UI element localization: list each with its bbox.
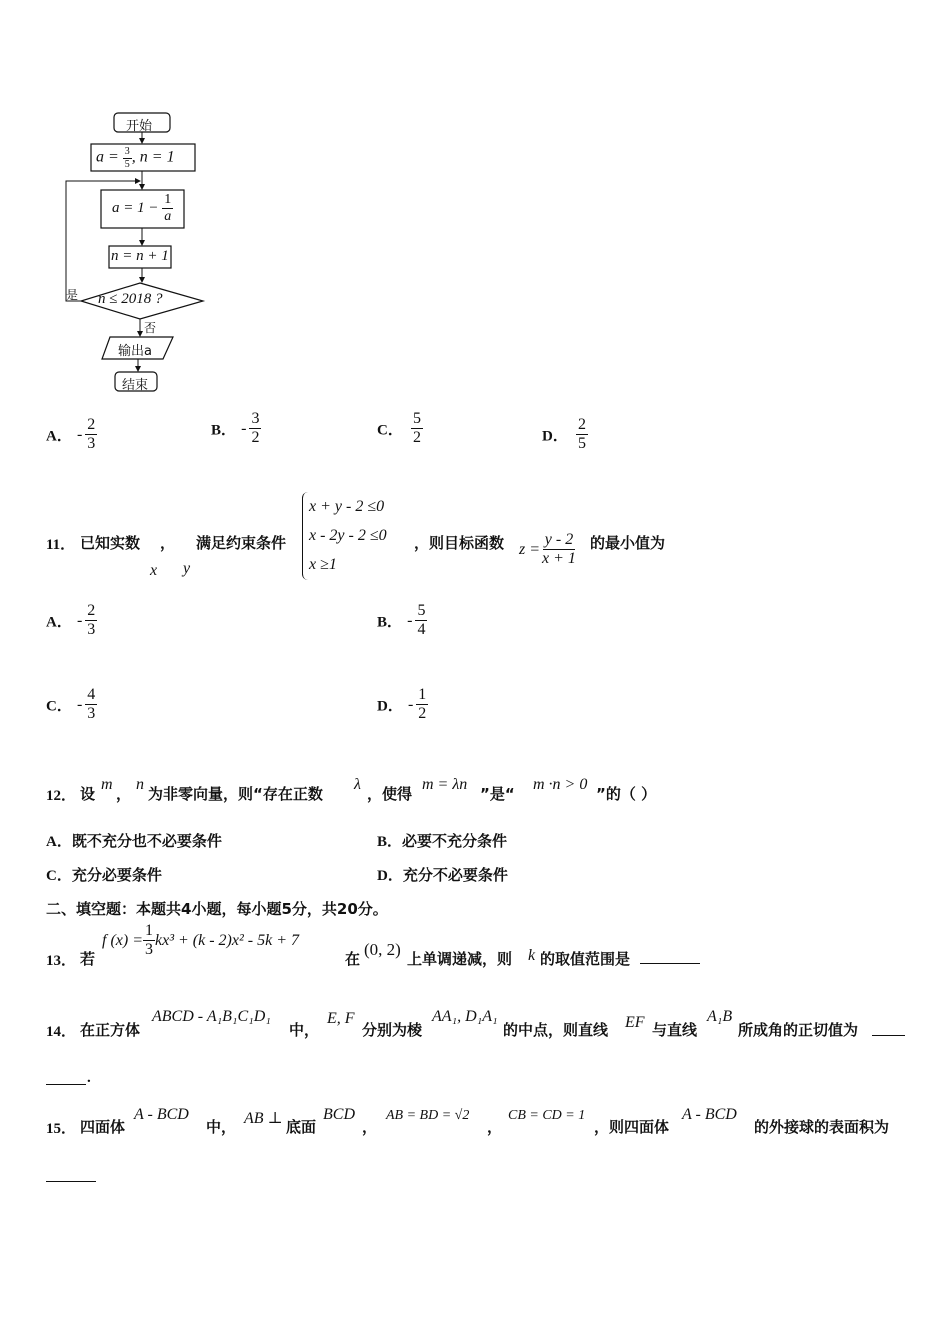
q14-t5: 与直线 bbox=[652, 1021, 698, 1039]
q15-t3: 底面 bbox=[286, 1118, 317, 1136]
q10-option-b-num: 3 bbox=[249, 410, 261, 429]
flow-step2-label: n = n + 1 bbox=[111, 248, 169, 264]
q12-option-a[interactable] bbox=[46, 830, 222, 851]
q12-lambda: λ bbox=[354, 776, 361, 793]
q11-option-a-label: A． bbox=[46, 614, 72, 631]
q11-option-d-den: 2 bbox=[418, 705, 427, 723]
q12-m: m bbox=[101, 776, 113, 793]
q13-t2: 在 bbox=[345, 950, 361, 968]
q10-option-a-sign: - bbox=[76, 425, 83, 443]
q15-perp: AB ⊥ bbox=[244, 1110, 283, 1127]
q11-text4: 的最小值为 bbox=[590, 534, 666, 552]
q13-interval: (0, 2) bbox=[364, 940, 401, 959]
q14-answer-blank-2[interactable] bbox=[46, 1084, 86, 1085]
q13-f-num: 1 bbox=[143, 922, 155, 941]
flowchart bbox=[60, 108, 220, 398]
q12-c1: ， bbox=[116, 785, 132, 803]
q11-option-d[interactable] bbox=[377, 686, 428, 724]
q10-option-b-frac bbox=[249, 410, 261, 448]
q10-option-b[interactable] bbox=[211, 410, 261, 448]
q11-text1: 已知实数 bbox=[80, 534, 141, 552]
q15-number: 15． bbox=[46, 1121, 77, 1137]
q11-option-d-num: 1 bbox=[416, 686, 428, 705]
q10-option-d-label: D． bbox=[542, 428, 568, 445]
q15-base: BCD bbox=[323, 1106, 355, 1123]
q12-option-b[interactable] bbox=[377, 830, 507, 851]
q11-option-a-sign: - bbox=[76, 611, 83, 629]
q15-c2: ， bbox=[487, 1118, 503, 1136]
q12-option-c-text: 充分必要条件 bbox=[71, 866, 162, 884]
flow-start-label: 开始 bbox=[126, 119, 153, 134]
q11-z-num: y - 2 bbox=[543, 531, 575, 550]
q11-option-b-num: 5 bbox=[415, 602, 427, 621]
q10-option-c-label: C． bbox=[377, 422, 403, 439]
q11-option-d-frac bbox=[416, 686, 428, 724]
q13-function bbox=[102, 922, 299, 960]
q12-option-d-label: D． bbox=[377, 868, 403, 884]
flow-step1-label bbox=[112, 192, 173, 225]
q11-number: 11． bbox=[46, 537, 76, 553]
q11-option-a-num: 2 bbox=[85, 602, 97, 621]
flow-init-label bbox=[96, 146, 175, 170]
q15-t4: ，则四面体 bbox=[594, 1118, 670, 1136]
flow-init-n: , n = 1 bbox=[131, 148, 175, 166]
q12-option-c-label: C． bbox=[46, 868, 72, 884]
q13-t4: 的取值范围是 bbox=[540, 950, 631, 968]
q10-option-c[interactable] bbox=[377, 410, 423, 448]
q15-answer-blank[interactable] bbox=[46, 1181, 96, 1182]
q10-option-b-den: 2 bbox=[251, 429, 260, 447]
q14-t3: 分别为棱 bbox=[362, 1021, 423, 1039]
q12-option-c[interactable] bbox=[46, 864, 162, 885]
q12-option-d-text: 充分不必要条件 bbox=[402, 866, 508, 884]
q15-c1: ， bbox=[362, 1118, 378, 1136]
q14-t6: 所成角的正切值为 bbox=[738, 1021, 859, 1039]
q10-option-c-den: 2 bbox=[412, 429, 421, 447]
q11-z-frac bbox=[540, 531, 578, 569]
q13-f-lhs: f (x) = bbox=[102, 931, 143, 949]
q12-t5: ”的（ ） bbox=[596, 785, 657, 803]
q11-z-lhs: z = bbox=[519, 540, 541, 558]
q12-t1: 设 bbox=[80, 785, 96, 803]
q11-option-c-label: C． bbox=[46, 698, 72, 715]
q15-tet: A - BCD bbox=[134, 1106, 189, 1123]
q12-option-d[interactable] bbox=[377, 864, 508, 885]
q11-option-b-den: 4 bbox=[417, 621, 426, 639]
q11-var-x: x bbox=[150, 562, 158, 579]
q14-t2: 中， bbox=[289, 1021, 320, 1039]
q10-option-d-num: 2 bbox=[576, 416, 588, 435]
flow-no-label: 否 bbox=[144, 321, 157, 335]
q15-lens2: CB = CD = 1 bbox=[508, 1108, 586, 1123]
q11-constraint-2: x - 2y - 2 ≤0 bbox=[309, 527, 387, 544]
q10-option-d-frac bbox=[576, 416, 588, 454]
flow-init-frac-den: 5 bbox=[124, 158, 130, 170]
q11-option-b[interactable] bbox=[377, 602, 427, 640]
flow-step1-lhs: a = 1 − bbox=[112, 200, 163, 217]
q15-tet2: A - BCD bbox=[682, 1106, 737, 1123]
q14-answer-blank-1[interactable] bbox=[872, 1035, 905, 1036]
q14-t1: 在正方体 bbox=[80, 1021, 141, 1039]
q11-constraint-system bbox=[302, 492, 387, 580]
q10-option-a-label: A． bbox=[46, 428, 72, 445]
q12-ineq: m ·n > 0 bbox=[533, 776, 588, 793]
q13-answer-blank[interactable] bbox=[640, 963, 700, 964]
q11-option-c-sign: - bbox=[76, 695, 83, 713]
q14-t4: 的中点，则直线 bbox=[503, 1021, 609, 1039]
q10-option-a-num: 2 bbox=[85, 416, 97, 435]
q14-cube: ABCD - A₁B₁C₁D₁ bbox=[152, 1008, 271, 1025]
q13-number: 13． bbox=[46, 953, 77, 969]
q11-constraint-3: x ≥1 bbox=[309, 556, 337, 573]
flow-step1-num: 1 bbox=[162, 192, 173, 209]
q12-number: 12． bbox=[46, 788, 77, 804]
q14-tail: . bbox=[87, 1070, 91, 1086]
q11-option-c-frac bbox=[85, 686, 97, 724]
q12-t3: ，使得 bbox=[367, 785, 413, 803]
q11-option-d-sign: - bbox=[407, 695, 414, 713]
q12-option-a-label: A． bbox=[46, 834, 72, 850]
q15-t5: 的外接球的表面积为 bbox=[754, 1118, 890, 1136]
q11-option-a-den: 3 bbox=[87, 621, 96, 639]
q11-option-a[interactable] bbox=[46, 602, 97, 640]
q12-eq: m = λn bbox=[422, 776, 468, 793]
flow-step1-frac bbox=[162, 192, 173, 225]
q10-option-c-num: 5 bbox=[411, 410, 423, 429]
q10-option-b-sign: - bbox=[241, 419, 247, 437]
q13-t1: 若 bbox=[80, 950, 96, 968]
q11-z-den: x + 1 bbox=[542, 550, 576, 568]
q10-option-a-frac bbox=[85, 416, 97, 454]
flow-step1-den: a bbox=[164, 209, 172, 225]
flow-init-frac-num: 3 bbox=[124, 146, 130, 157]
q14-line2: A₁B bbox=[707, 1008, 733, 1025]
q15-t1: 四面体 bbox=[80, 1118, 126, 1136]
q12-option-b-label: B． bbox=[377, 834, 403, 850]
q12-t2: 为非零向量，则“存在正数 bbox=[148, 785, 323, 803]
section-2-heading: 二、填空题：本题共4小题，每小题5分，共20分。 bbox=[46, 900, 388, 918]
q10-option-d-den: 5 bbox=[577, 435, 586, 453]
q11-constraint-1: x + y - 2 ≤0 bbox=[309, 498, 385, 515]
q13-f-rest: kx³ + (k - 2)x² - 5k + 7 bbox=[155, 931, 300, 949]
q10-option-b-label: B． bbox=[211, 422, 237, 439]
q12-option-b-text: 必要不充分条件 bbox=[402, 832, 508, 850]
flow-output-label: 输出a bbox=[118, 344, 152, 359]
q14-line1: EF bbox=[625, 1014, 645, 1031]
flow-init-frac bbox=[123, 146, 132, 170]
q11-option-b-sign: - bbox=[407, 611, 413, 629]
q11-var-y: y bbox=[183, 560, 191, 577]
flow-end-label: 结束 bbox=[122, 378, 149, 393]
q11-option-c-den: 3 bbox=[87, 705, 96, 723]
q11-comma: ， bbox=[160, 534, 176, 552]
q10-option-a[interactable] bbox=[46, 416, 97, 454]
q15-lens1: AB = BD = √2 bbox=[386, 1108, 470, 1123]
q11-text3: ，则目标函数 bbox=[414, 534, 505, 552]
q11-objective bbox=[519, 531, 578, 569]
flow-yes-label: 是 bbox=[66, 288, 79, 302]
q15-t2: 中， bbox=[206, 1118, 237, 1136]
q10-option-d[interactable] bbox=[542, 416, 588, 454]
q11-option-c-num: 4 bbox=[85, 686, 97, 705]
flow-init-a: a = bbox=[96, 148, 123, 166]
q11-option-d-label: D． bbox=[377, 698, 403, 715]
q11-option-a-frac bbox=[85, 602, 97, 640]
q11-text2: 满足约束条件 bbox=[196, 534, 287, 552]
flow-condition-label: n ≤ 2018 ? bbox=[98, 291, 163, 307]
q12-n: n bbox=[136, 776, 144, 793]
q13-f-frac bbox=[143, 922, 155, 960]
q11-option-b-frac bbox=[415, 602, 427, 640]
q10-option-c-frac bbox=[411, 410, 423, 448]
q12-option-a-text: 既不充分也不必要条件 bbox=[71, 832, 222, 850]
q14-number: 14． bbox=[46, 1024, 77, 1040]
q13-t3: 上单调递减，则 bbox=[407, 950, 513, 968]
q14-edges: AA₁, D₁A₁ bbox=[432, 1008, 498, 1025]
q13-k: k bbox=[528, 947, 536, 964]
q10-option-a-den: 3 bbox=[87, 435, 96, 453]
q14-ef: E, F bbox=[327, 1010, 355, 1027]
q11-option-b-label: B． bbox=[377, 614, 403, 631]
q12-t4: ”是“ bbox=[480, 785, 515, 803]
q13-f-den: 3 bbox=[145, 941, 153, 959]
q11-option-c[interactable] bbox=[46, 686, 97, 724]
